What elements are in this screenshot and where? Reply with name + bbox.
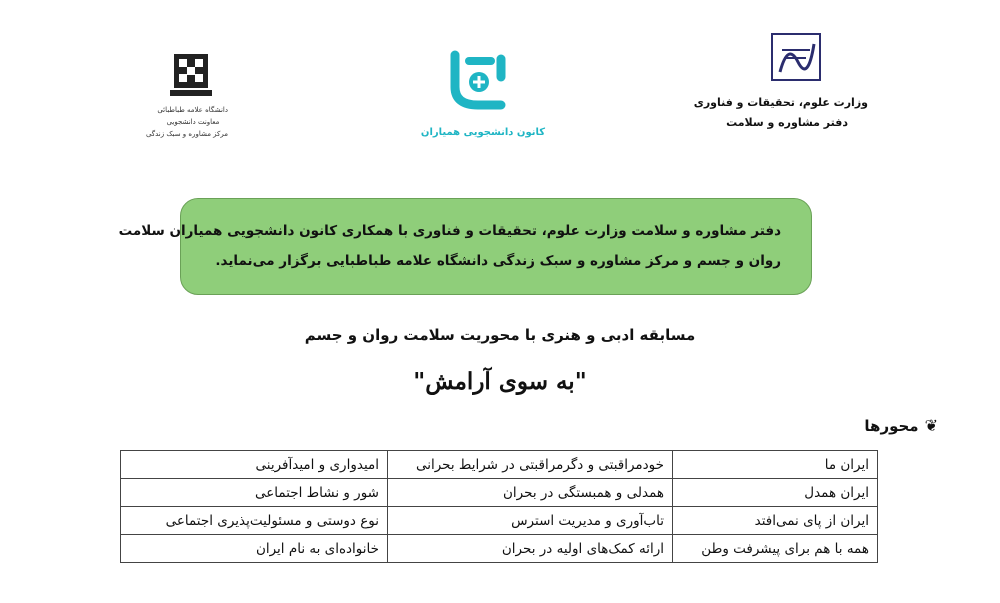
announcement-banner: [118, 198, 812, 295]
university-name: دانشگاه علامه طباطبائی: [157, 106, 228, 114]
table-cell: همدلی و همبستگی در بحران: [388, 479, 673, 507]
table-row: [121, 507, 878, 535]
university-deputy: معاونت دانشجویی: [166, 118, 220, 126]
table-row: [121, 479, 878, 507]
contest-title: مسابقه ادبی و هنری با محوریت سلامت روان و جسم: [304, 326, 696, 344]
axes-heading: [864, 416, 938, 435]
table-cell: ایران همدل: [673, 479, 878, 507]
ministry-logo: [693, 30, 878, 150]
table-cell: خانواده‌ای به نام ایران: [121, 535, 388, 563]
hamyaran-caption: کانون دانشجویی همیاران: [420, 127, 546, 138]
hamyaran-emblem-icon: [443, 47, 513, 117]
banner-line-1: دفتر مشاوره و سلامت وزارت علوم، تحقیقات و فناوری با همکاری کانون دانشجویی همیاران سلامت: [118, 223, 781, 239]
university-center: مرکز مشاوره و سبک زندگی: [145, 130, 228, 138]
table-cell: امیدواری و امیدآفرینی: [121, 451, 388, 479]
ministry-office: دفتر مشاوره و سلامت: [726, 116, 848, 129]
table-cell: خودمراقبتی و دگرمراقبتی در شرایط بحرانی: [388, 451, 673, 479]
fleuron-bullet-icon: ❦: [924, 416, 938, 435]
table-cell: ایران از پای نمی‌افتد: [673, 507, 878, 535]
table-cell: ایران ما: [673, 451, 878, 479]
table-cell: همه با هم برای پیشرفت وطن: [673, 535, 878, 563]
university-logo: [145, 50, 228, 155]
table-row: [121, 451, 878, 479]
table-cell: ارائه کمک‌های اولیه در بحران: [388, 535, 673, 563]
contest-headline: "به سوی آرامش": [413, 368, 587, 395]
table-row: [121, 535, 878, 563]
table-cell: نوع دوستی و مسئولیت‌پذیری اجتماعی: [121, 507, 388, 535]
axes-table: [120, 450, 878, 563]
ministry-name: وزارت علوم، تحقیقات و فناوری: [693, 96, 868, 109]
university-emblem-icon: [166, 50, 216, 100]
banner-line-2: روان و جسم و مرکز مشاوره و سبک زندگی دانشگاه علامه طباطبایی برگزار می‌نماید.: [215, 253, 781, 269]
axes-heading-label: محورها: [864, 416, 919, 435]
table-cell: تاب‌آوری و مدیریت استرس: [388, 507, 673, 535]
hamyaran-logo: [418, 45, 548, 155]
table-cell: شور و نشاط اجتماعی: [121, 479, 388, 507]
ministry-crest-icon: [768, 32, 824, 84]
